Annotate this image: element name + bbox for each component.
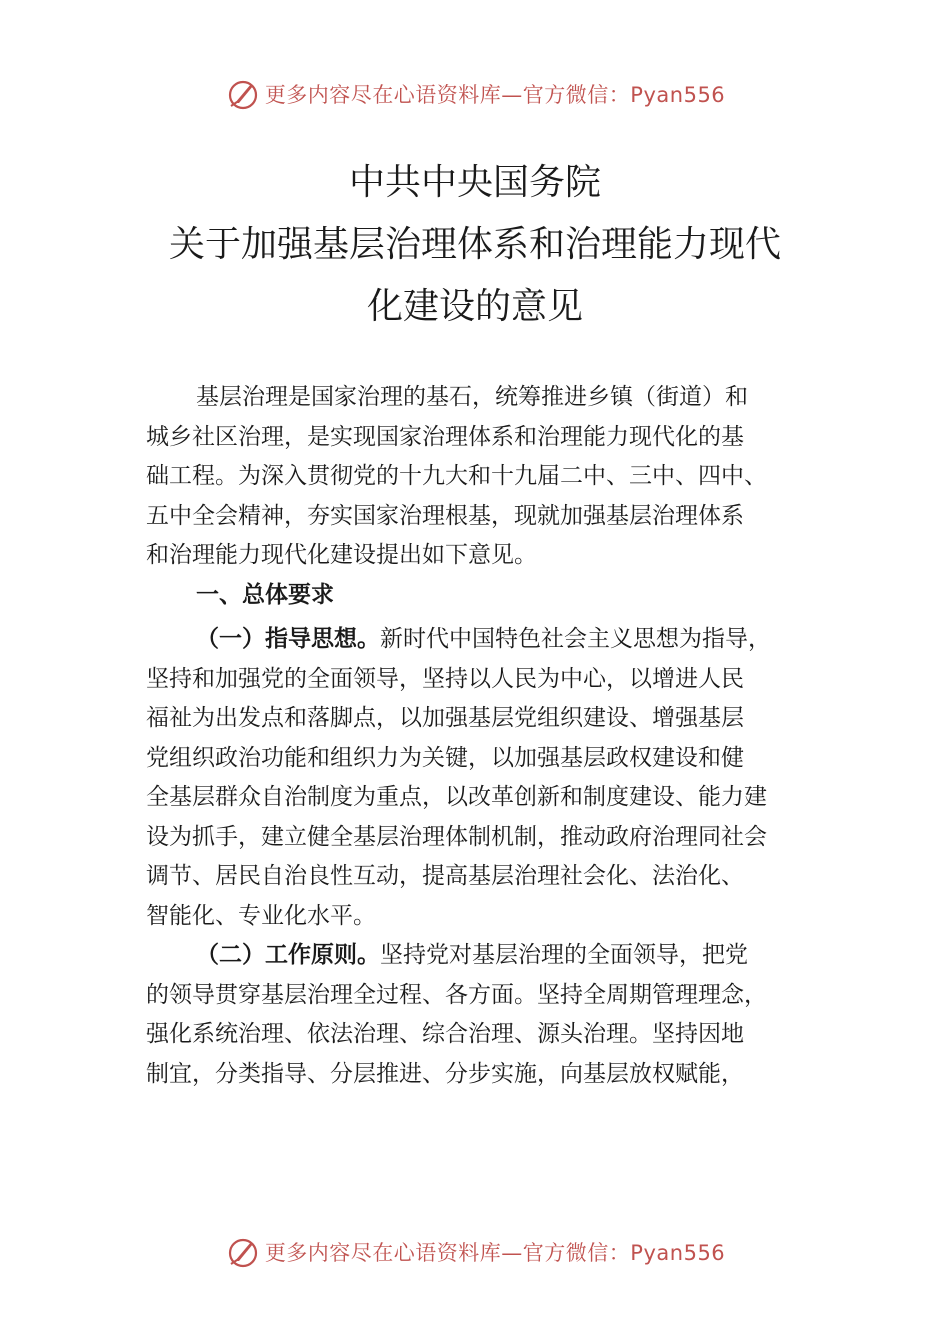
subsection-label: （二）工作原则。 bbox=[196, 942, 380, 968]
paragraph-line: 福祉为出发点和落脚点，以加强基层党组织建设、增强基层 bbox=[146, 705, 744, 731]
paragraph-line: 坚持和加强党的全面领导，坚持以人民为中心，以增进人民 bbox=[146, 666, 744, 692]
paragraph-line: 强化系统治理、依法治理、综合治理、源头治理。坚持因地 bbox=[146, 1021, 744, 1047]
quill-logo-icon bbox=[225, 1234, 261, 1270]
watermark-top bbox=[0, 74, 950, 114]
paragraph-line: 设为抓手，建立健全基层治理体制机制，推动政府治理同社会 bbox=[146, 824, 767, 850]
paragraph-line: 制宜，分类指导、分层推进、分步实施，向基层放权赋能， bbox=[146, 1061, 744, 1087]
quill-logo-icon bbox=[225, 76, 261, 112]
paragraph-text: 新时代中国特色社会主义思想为指导， bbox=[380, 626, 771, 652]
paragraph-line: 调节、居民自治良性互动，提高基层治理社会化、法治化、 bbox=[146, 863, 744, 889]
intro-line: 础工程。为深入贯彻党的十九大和十九届二中、三中、四中、 bbox=[146, 463, 767, 489]
section-heading: 一、总体要求 bbox=[196, 582, 334, 608]
intro-line: 五中全会精神，夯实国家治理根基，现就加强基层治理体系 bbox=[146, 503, 744, 529]
watermark-bottom bbox=[0, 1232, 950, 1272]
title-line-1: 中共中央国务院 bbox=[348, 162, 601, 203]
watermark-text: 更多内容尽在心语资料库—官方微信：Pyan556 bbox=[264, 83, 726, 107]
intro-line: 和治理能力现代化建设提出如下意见。 bbox=[146, 542, 537, 568]
paragraph-line: 全基层群众自治制度为重点，以改革创新和制度建设、能力建 bbox=[146, 784, 767, 810]
intro-line: 城乡社区治理，是实现国家治理体系和治理能力现代化的基 bbox=[146, 424, 744, 450]
paragraph-line: 党组织政治功能和组织力为关键，以加强基层政权建设和健 bbox=[146, 745, 744, 771]
paragraph-line bbox=[196, 624, 886, 654]
intro-line: 基层治理是国家治理的基石，统筹推进乡镇（街道）和 bbox=[196, 384, 748, 410]
watermark-text: 更多内容尽在心语资料库—官方微信：Pyan556 bbox=[264, 1241, 726, 1265]
title-line-3: 化建设的意见 bbox=[366, 286, 583, 327]
paragraph-line: 智能化、专业化水平。 bbox=[146, 903, 376, 929]
paragraph-line bbox=[196, 940, 886, 970]
title-line-2: 关于加强基层治理体系和治理能力现代 bbox=[168, 224, 781, 265]
subsection-label: （一）指导思想。 bbox=[196, 626, 380, 652]
paragraph-line: 的领导贯穿基层治理全过程、各方面。坚持全周期管理理念， bbox=[146, 982, 767, 1008]
paragraph-text: 坚持党对基层治理的全面领导，把党 bbox=[380, 942, 748, 968]
